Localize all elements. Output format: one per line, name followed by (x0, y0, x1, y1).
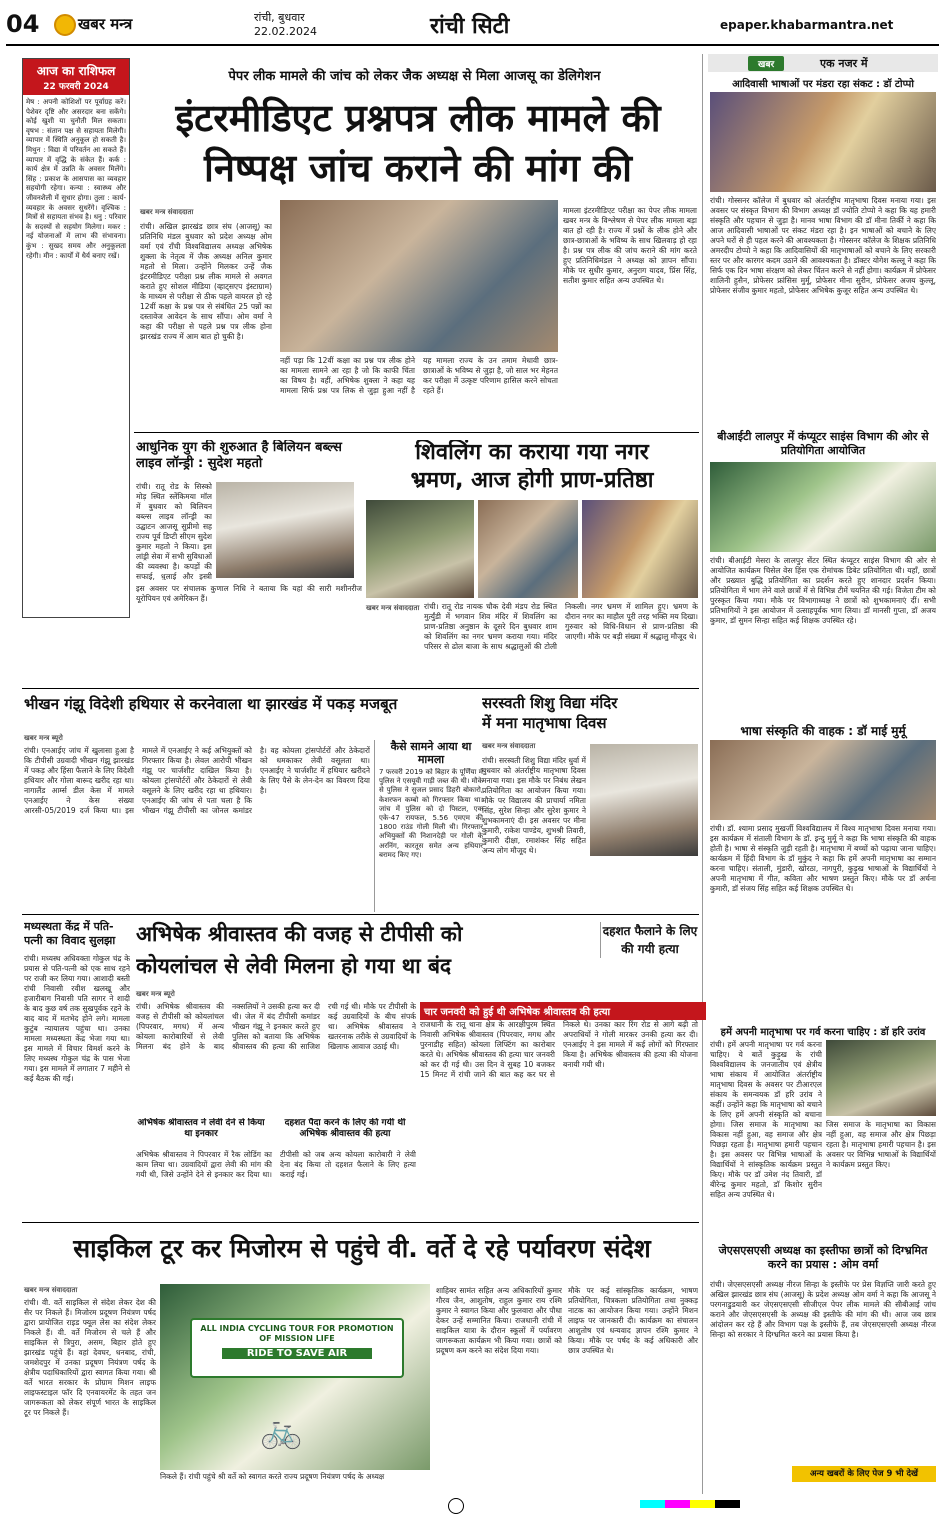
madhyastha-top-rule (22, 914, 699, 915)
abhishek-body: रांची। अभिषेक श्रीवास्तव की वजह से टीपीसी को कोयलांचल (पिपरवार, मगध) में अन्य कोयला कारोबारियों से लेवी मिलना बंद होने के बाद नक्सलियों ने उसकी हत्या कर दी थी। जेल में बंद टीपीसी कमांडर भीखन गंझू ने इनकार करते हुए पुलिस को बताया कि अभिषेक श्रीवास्तव की हत्या की साजिश रची गई थी। मौके पर टीपीसी के कई उग्रवादियों के बीच संपर्क था। अभिषेक श्रीवास्तव ने खतरनाक तरीके से उग्रवादियों के खिलाफ आवाज उठाई थी। (136, 1002, 416, 1051)
saraswati-headline-2: में मना मातृभाषा दिवस (482, 714, 607, 732)
abhishek-headline-2: कोयलांचल से लेवी मिलना हो गया था बंद (136, 954, 452, 978)
lead-bottom-rule (134, 432, 699, 433)
masthead-rule (6, 44, 939, 46)
page-number: 04 (6, 10, 40, 38)
bhikhan-box (374, 740, 483, 912)
laundry-headline: आधुनिक युग की शुरुआत है बिलियन बब्ल्स लाइव लॉन्ड्री : सुदेश महतो (136, 440, 342, 471)
cycle-body-3: मौके पर कई सांस्कृतिक कार्यक्रम, भाषण प्रतियोगिता, चित्रकला प्रतियोगिता तथा नुक्कड़ नाटक का आयोजन किया गया। उन्होंने मिशन लाइफ पर जानकारी दी। कार्यक्रम का संचालन आशुतोष एवं धन्यवाद ज्ञापन रश्मि कुमार ने किया। मौके पर पर्षद के कई अधिकारी और छात्र उपस्थित थे। (568, 1286, 698, 1355)
more-news-box[interactable] (792, 1466, 936, 1482)
bhikhan-box-body: 7 फरवरी 2019 को बिहार के पूर्णिया में पुलिस ने एसयूवी गाड़ी जब्त की थी। मौके से पुलिस ने सुजल प्रसाद डिहरी बोकारो, केशरफन कम्बो को गिरफ्तार किया था। जांच में पुलिस को दो पिस्टल, एक एके-47 रायफल, 5.56 एमएम की 1800 राउंड गोली मिली थी। गिरफ्तार अभियुक्तों की निशानदेही पर गोली के अरनिंग, कारतूस समेत अन्य हथियार बरामद किए गए। (379, 768, 483, 859)
bhasha-photo (710, 740, 936, 820)
jsu-body: रांची। जेएसएसएसी अध्यक्ष नीरज सिन्हा के इस्तीफे पर प्रेस विज्ञप्ति जारी करते हुए अखिल झारखंड छात्र संघ (आजसू) के प्रदेश अध्यक्ष ओम वर्मा ने कहा कि आजसू ने परगनाडुडयारी कर जेएसएसएसी सीजीएल पेपर लीक मामले की सीबीआई जांच कराने और जेएसएसएसी के अध्यक्ष की इस्तीफे की मांग की थी। आज जब छात्र आंदोलन कर रहे हैं और विभाग पक्ष के इस्तीफे हैं, तब जेएसएसएसी अध्यक्ष नीरज सिन्हा को सरकार ने दिग्भ्रमित करने का प्रयास किया है। (710, 1280, 936, 1339)
masthead (0, 0, 945, 46)
cycle-photo (160, 1284, 430, 1470)
bit-headline: बीआईटी लालपुर में कंप्यूटर साइंस विभाग की ओर से प्रतियोगिता आयोजित (717, 430, 929, 457)
rashifal-box (22, 58, 130, 618)
saraswati-body: रांची। सरस्वती शिशु विद्या मंदिर धुर्वा में बुधवार को अंतर्राष्ट्रीय मातृभाषा दिवस मनाया गया। इस मौके पर निबंध लेखन प्रतियोगिता का आयोजन किया गया। मौके पर विद्यालय की प्राचार्या नमिता सिंह, सुरेश सिन्हा और सुरेश कुमार ने शुभकामनाएं दी। इस अवसर पर मीना कुमारी, राकेश पाण्डेय, शुभश्री तिवारी, कुमारी दीक्षा, रमाशंकर सिंह सहित अन्य लोग मौजूद थे। (482, 756, 586, 855)
lead-photo (280, 200, 558, 352)
shivling-headline-1: शिवलिंग का कराया गया नगर (415, 440, 649, 465)
abhishek-sub1: अभिषेक श्रीवास्तव ने लेवी देने से किया था इनकार (137, 1118, 265, 1139)
garv-body-1: रांची। हमें अपनी मातृभाषा पर गर्व करना चाहिए। ये बातें कुड़ुख के रांची विश्वविद्यालय के जनजातीय एवं क्षेत्रीय भाषा संकाय में आयोजित अंतर्राष्ट्रीय मातृभाषा दिवस के अवसर पर टीआरएल संकाय के समन्वयक डॉ हरि उरांव ने कहीं। उन्होंने कहा कि मातृभाषा को बचाने के लिए हमें अपनी संस्कृति को बचाना होगा। जिस समाज के मातृभाषा का विकास नहीं हुआ, वह समाज और क्षेत्र पिछड़ा रहता है। मातृभाषा हमारी पहचान है। इस अवसर पर विभिन्न भाषाओं के विद्यार्थियों ने सांस्कृतिक कार्यक्रम प्रस्तुत किए। मौके पर डॉ उमेश नंद तिवारी, डॉ बीरेन्द्र कुमार महतो, डॉ किशोर सुरीन सहित अन्य उपस्थित थे। (710, 1040, 822, 1199)
cycle-body-1: रांची। वी. वर्ते साइकिल से संदेश लेकर देश की सैर पर निकले हैं। मिजोरम प्रदूषण नियंत्रण पर्षद द्वारा प्रायोजित राइड फ्यूल लेस का संदेश लेकर निकले हैं। वी. वर्ते मिजोरम से चले हैं और साइकिल से त्रिपुरा, असम, बिहार होते हुए झारखंड पहुंचे हैं। वहां देवघर, धनबाद, रांची, जमशेदपुर में उनका प्रदूषण नियंत्रण पर्षद के क्षेत्रीय पदाधिकारियों द्वारा स्वागत किया गया। श्री वर्ते भारत सरकार के प्रोग्राम मिशन लाइफ लाइफस्टाइल फॉर दि एनवायरमेंट के तहत जन जागरूकता को लेकर संपूर्ण भारत के साइकिल टूर पर निकले हैं। (24, 1298, 156, 1417)
shivling-byline: खबर मन्त्र संवाददाता (366, 604, 420, 612)
jsu-headline: जेएसएसएसी अध्यक्ष का इस्तीफा छात्रों को दिग्भ्रमित करने का प्रयास : ओम वर्मा (718, 1244, 928, 1271)
lead-body-3: मामला इंटरमीडिएट परीक्षा का पेपर लीक मामला खबर मन्त्र के विश्लेषण से पेपर लीक मामला बड़ा बात हो रही है। राज्य में प्रश्नों के लीक होने और छात्र-छात्राओं के भविष्य के साथ खिलवाड़ हो रहा है। प्रश्न पत्र लीक की जांच कराने की मांग करते हुए प्रतिनिधिमंडल ने अध्यक्ष को ज्ञापन सौंपा। मौके पर सुधीर कुमार, अनुराग यादव, प्रिंस सिंह, सतीश कुमार सहित अन्य उपस्थित थे। (563, 206, 697, 285)
cycle-top-rule (22, 1222, 699, 1223)
brand-logo-icon (54, 14, 76, 36)
garv-headline: हमें अपनी मातृभाषा पर गर्व करना चाहिए : डॉ हरि उरांव (720, 1027, 926, 1038)
cycle-headline: साइकिल टूर कर मिजोरम से पहुंचे वी. वर्ते दे रहे पर्यावरण संदेश (73, 1234, 651, 1263)
lead-body-1: रांची। अखिल झारखंड छात्र संघ (आजसू) का प्रतिनिधि मंडल बुधवार को प्रदेश अध्यक्ष ओम वर्मा एवं राँची विश्वविद्यालय अध्यक्ष अभिषेक शुक्ला के नेतृत्व में जैक अध्यक्ष अनिल कुमार महतो से मिला। उन्होंने मिलकर उन्हें जैक इंटरमीडिएट परीक्षा प्रश्न लीक मामले से अवगत कराते हुए सोशल मीडिया (व्हाट्सएप इंस्टाग्राम) के माध्यम से परीक्षा से ठीक पहले वायरल हो रहे 12वीं कक्षा के प्रश्न पत्र से संबंधित 25 पन्नों का दस्तावेज आवेदन के साथ सौंपा। ओम वर्मा ने कहा की परीक्षा से पहले प्रश्न पत्र लीक होना झारखंड राज्य में आम बात हो चुकी है। (140, 222, 272, 341)
website-url[interactable]: epaper.khabarmantra.net (720, 18, 894, 32)
madhyastha-body: रांची। मध्यस्थ अधिवक्ता गोकुल चंद्र के प्रयास से पति-पत्नी को एक साथ रहने पर राजी कर लिया गया। आशादी बस्ती रांची निवासी रवीश खलखू और हजारीबाग निवासी पति सागर ने शादी के बाद कुछ वर्ष तक सुखपूर्वक रहने के बाद बाद में मतभेद होने लगे। मामला कुटुंब न्यायालय पहुंचा था। उनका मामला मध्यस्थता केंद्र भेजा गया था। इस मामले में विचार विमर्श करने के लिए मध्यस्थ गोकुल चंद्र के पास भेजा गया। इस मामले में लगातार 7 महीने से कई बैठक की गई। (24, 954, 130, 1083)
nazar-photo (710, 92, 936, 192)
shivling-photo-3 (582, 500, 698, 598)
cycle-body-2: शाहिबर सामंत सहित अन्य अधिकारियों कुमार गौरव जैन, आशुतोष, राहुल कुमार राय रश्मि कुमार ने स्वागत किया और फुलवारा और पौधा देकर उन्हें सम्मानित किया। राजधानी रांची में साइकिल यात्रा के दौरान स्कूलों में पर्यावरण जागरूकता कार्यक्रम भी किया गया। छात्रों को प्रदूषण कम करने का संदेश दिया गया। (436, 1286, 562, 1355)
abhishek-band: चार जनवरी को हुई थी अभिषेक श्रीवास्तव की हत्या (420, 1002, 706, 1020)
abhishek-sub-body: अभिषेक श्रीवास्तव ने पिपरवार में रैक लोडिंग का काम लिया था। उग्रवादियों द्वारा लेवी की मांग की गयी थी, जिसे उन्होंने देने से इनकार कर दिया था। टीपीसी को जब अन्य कोयला कारोबारी ने लेवी देना बंद किया तो दहशत फैलाने के लिए हत्या कराई गई। (136, 1150, 416, 1179)
laundry-body: रांची। रातू रोड के सिस्को मोड़ स्थित स्लेंकिमया मॉल में बुधवार को बिलियन बब्ल्स लाइव लॉन्ड्री का उद्घाटन आजसू सुप्रीमो सह राज्य पूर्व डिप्टी सीएम सुदेश कुमार महतो ने किया। इस लांड्री सेवा में सभी सुविधाओं की व्यवस्था है। कपड़ों की सफाई, धुलाई और इस्त्री (136, 482, 212, 580)
dateline-place: रांची, बुधवार (254, 11, 305, 24)
shivling-body: रांची। रातू रोड नायक चौक देवी मंडप रोड स्थित मुर्त्युंडी में भगवान शिव मंदिर में शिवलिंग का प्राण-प्रतिष्ठा अनुष्ठान के दूसरे दिन बुधवार शाम को शिवलिंग का नगर भ्रमण कराया गया। मंदिर परिसर से ढोल बाजा के साथ श्रद्धालुओं की टोली निकली। नगर भ्रमण में शामिल हुए। भ्रमण के दौरान नगर का माहौल पूरी तरह भक्ति मय दिखा। गुरुवार को विधि-विधान से प्राण-प्रतिष्ठा की जाएगी। मौके पर बड़ी संख्या में श्रद्धालु मौजूद थे। (424, 602, 698, 651)
lead-body-2: नहीं पड़ा कि 12वीं कक्षा का प्रश्न पत्र लीक होने का मामला सामने आ रहा है जो कि काफी चिंता का विषय है। वहीं, अभिषेक शुक्ला ने कहा यह मामला सिर्फ प्रश्न पत्र लिक से जुड़ा हुआ नहीं है यह मामला राज्य के उन तमाम मेधावी छात्र-छात्राओं के भविष्य से जुड़ा है, जो साल भर मेहनत कर परीक्षा में उत्कृष्ट परिणाम हासिल करने सोचता रहते हैं। (280, 356, 558, 395)
bhikhan-box-title: कैसे सामने आया था मामला (390, 740, 472, 766)
laundry-body-continued: इस अवसर पर संचालक कुणाल निधि ने बताया कि यहां की सारी मशीनरीज यूरोपियन एवं अमेरिकन हैं। (136, 584, 362, 603)
bit-photo (710, 462, 936, 552)
dateline-date: 22.02.2024 (254, 25, 317, 38)
cycle-byline: खबर मन्त्र संवाददाता (24, 1286, 78, 1294)
cycle-banner-text: ALL INDIA CYCLING TOUR FOR PROMOTION OF MISSION LIFE (200, 1324, 394, 1343)
rashifal-title: आज का राशिफल (36, 64, 116, 78)
registration-mark-icon (448, 1498, 464, 1514)
right-column-rule (702, 54, 703, 1494)
lead-headline-1: इंटरमीडिएट प्रश्नपत्र लीक मामले की (175, 96, 661, 140)
nazar-headline: आदिवासी भाषाओं पर मंडरा रहा संकट : डॉ टोप्पो (732, 79, 914, 90)
lead-headline-2: निष्पक्ष जांच कराने की मांग की (204, 146, 632, 190)
bit-body: रांची। बीआईटी मेसरा के लालपुर सेंटर स्थित कंप्यूटर साइंस विभाग की ओर से आयोजित कार्यक्रम चिसेल वेस हिंस एक रोमांचक डिबेट प्रतियोगिता थी। यहाँ, छात्रों और प्रख्यात बुद्धि प्रतियोगिता का प्रदर्शन करते हुए शानदार प्रदर्शन किया। प्रतियोगिता में भाग लेने वाले छात्रों में से विभिन्न टीमें चयनित की गई। विजेता टीम को पुरस्कृत किया गया। मौके पर विभागाध्यक्ष ने छात्रों को शुभकामनाएं दीं। सभी प्रतिभागियों ने इस आयोजन में उत्साहपूर्वक भाग लिया। डॉ मानसी गुप्ता, डॉ अजय कुमार, डॉ सुमन सिन्हा सहित कई शिक्षक उपस्थित रहे। (710, 556, 936, 625)
bicycle-icon: 🚲 (260, 1411, 303, 1451)
section-title: रांची सिटी (430, 14, 510, 39)
garv-photo (826, 1040, 936, 1116)
bhasha-body: रांची। डॉ. श्यामा प्रसाद मुखर्जी विश्वविद्यालय में विश्व मातृभाषा दिवस मनाया गया। इस कार्यक्रम में संताली विभाग के डॉ. इन्दु मुर्मू ने कहा कि भाषा संस्कृति की वाहक होती है। भाषा से संस्कृति जुड़ी रहती है। मातृभाषा में बच्चों को पढ़ाया जाना चाहिए। कार्यक्रम में हिंदी विभाग के डॉ मुकुंद ने कहा कि हमें अपनी मातृभाषा का सम्मान करना चाहिए। संताली, मुंडारी, खोरठा, नागपुरी, कुड़ुख भाषाओं के विद्यार्थियों ने अपनी मातृभाषा में गीत, कविता और भाषण प्रस्तुत किए। मौके पर डॉ अर्चना कुमारी, डॉ संजय सिंह सहित कई शिक्षक उपस्थित थे। (710, 824, 936, 893)
shivling-photo-1 (366, 500, 474, 598)
bhikhan-body: रांची। एनआईए जांच में खुलासा हुआ है कि टीपीसी उग्रवादी भीखन गंझू झारखंड में पकड़ और हिंसा फैलाने के लिए विदेशी हथियार और गोला बारूद खरीद रहा था। नागालैंड आर्म्स डील केस में मामले एनआईए ने केस संख्या आरसी-05/2019 दर्ज किया था। इस मामले में एनआईए ने कई अभियुक्तों को गिरफ्तार किया है। लेवल आरोपी भीखन गंझू पर चार्जशीट दाखिल किया है। कोयला ट्रांसपोर्टरों और ठेकेदारों से लेवी वसूलने के लिए खरीद रहा था हथियार। एनआईए की जांच से पता चला है कि भीखन गंझू टीपीसी का जोनल कमांडर है। वह कोयला ट्रांसपोर्टरों और ठेकेदारों को धमकाकर लेवी वसूलता था। एनआईए ने चार्जशीट में हथियार खरीदने के लिए पैसे के लेन-देन का विवरण दिया है। (24, 746, 370, 815)
laundry-photo (216, 482, 354, 578)
cycle-photo-caption: निकले हैं। रांची पहुंचे श्री वर्ते को स्वागत करते राज्य प्रदूषण नियंत्रण पर्षद के अध्यक्ष (160, 1472, 385, 1481)
nazar-badge: खबर (748, 56, 784, 71)
garv-body-2: जिस समाज के मातृभाषा का विकास नहीं हुआ, वह समाज और क्षेत्र पिछड़ा रहता है। मातृभाषा हमारी पहचान है। इस अवसर पर विभिन्न भाषाओं के विद्यार्थियों ने कार्यक्रम प्रस्तुत किए। (826, 1120, 936, 1169)
abhishek-headline-1: अभिषेक श्रीवास्तव की वजह से टीपीसी को (136, 922, 463, 946)
cycle-banner-sub: RIDE TO SAVE AIR (222, 1348, 372, 1359)
bhikhan-top-rule (22, 688, 699, 689)
shivling-photo-2 (478, 500, 578, 598)
abhishek-band-body: राजधानी के रातू थाना क्षेत्र के आरक्षीपुरम स्थित निवासी अभिषेक श्रीवास्तव (पिपरवार, मगध और पुरनाडीह सहित) कोयला लिफ्टिंग का कारोबार करते थे। अभिषेक श्रीवास्तव की हत्या चार जनवरी को कर दी गई थी। उस दिन वे सुबह 10 बजकर 15 मिनट में रांची जाने की बात कह कर घर से निकले थे। उनका कार रिंग रोड से आगे बढ़ी तो अपराधियों ने गोली मारकर उनकी हत्या कर दी। एनआईए ने इस मामले में कई लोगों को गिरफ्तार किया है। अभिषेक श्रीवास्तव की हत्या की योजना बनायी गयी थी। (420, 1020, 698, 1079)
more-news-label: अन्य खबरों के लिए पेज 9 भी देखें (809, 1469, 919, 1479)
shivling-headline-2: भ्रमण, आज होगी प्राण-प्रतिष्ठा (410, 468, 654, 493)
lead-byline: खबर मन्त्र संवाददाता (140, 208, 194, 216)
nazar-label: एक नजर में (820, 57, 868, 70)
abhishek-side-headline: दहशत फैलाने के लिए की गयी हत्या (600, 922, 699, 958)
madhyastha-headline: मध्यस्थता केंद्र में पति-पत्नी का विवाद सुलझा (24, 920, 116, 947)
bhikhan-byline: खबर मन्त्र ब्यूरो (24, 734, 63, 742)
rashifal-header (23, 59, 129, 95)
nazar-body: रांची। गोस्सनर कॉलेज में बुधवार को अंतर्राष्ट्रीय मातृभाषा दिवस मनाया गया। इस अवसर पर संस्कृत विभाग की विभाग अध्यक्ष डॉ ज्योति टोप्पो ने कहा कि यह हमारी संस्कृति और पहचान से जुड़ा है। मानव भाषा विभाग की डॉ मीना तिर्की ने कहा कि आज आदिवासी भाषाओं पर संकट मंडरा रहा है। इन भाषाओं को बचाने के लिए अपने घरों से ही पहल करने की आवश्यकता है। गोस्सनर कॉलेज के शिक्षक प्रतिनिधि अमरदीप टोप्पो ने कहा कि आदिवासियों की मातृभाषाओं को बचाने के लिए सरकारी स्तर पर और कारगर कदम उठाने की आवश्यकता है। डॉक्टर योगेश कल्लू ने कहा कि सिर्फ एक दिन भाषा संरक्षण को लेकर चिंतन करने से नहीं होगा। कार्यक्रम में प्रोफेसर शालिनी हुसैन, प्रोफेसर फ्रांसिस मुर्मू, प्रोफेसर मीना सुरीन, प्रोफेसर अजय कुल्लू, प्रोफेसर संजीव कुमार महतो, प्रोफेसर अभिषेक कुजूर सहित अन्य उपस्थित थे। (710, 196, 936, 295)
saraswati-photo (590, 744, 698, 856)
cycle-banner (190, 1318, 404, 1378)
rashifal-date: 22 फरवरी 2024 (43, 82, 109, 92)
saraswati-byline: खबर मन्त्र संवाददाता (482, 742, 536, 750)
bhasha-headline: भाषा संस्कृति की वाहक : डॉ माई मुर्मू (740, 724, 906, 738)
brand-name: खबर मन्त्र (78, 15, 133, 33)
abhishek-sub2: दहशत पैदा करने के लिए की गयी थी अभिषेक श्रीवास्तव की हत्या (284, 1118, 406, 1139)
abhishek-byline: खबर मन्त्र ब्यूरो (136, 990, 175, 998)
bhikhan-headline: भीखन गंझू विदेशी हथियार से करनेवाला था झारखंड में पकड़ मजबूत (24, 695, 398, 713)
lead-kicker: पेपर लीक मामले की जांच को लेकर जैक अध्यक्ष से मिला आजसू का डेलिगेशन (228, 69, 601, 84)
saraswati-headline-1: सरस्वती शिशु विद्या मंदिर (482, 694, 618, 712)
rashifal-body: मेष : अपनी कोशिशों पर पूर्वाग्रह करें। पेशेवर दृष्टि और असरदार बना सकेंगे। कोई खुशी या चुनौती मिल सकता। वृषभ : संतान पक्ष से सहायता मिलेगी। व्यापार में स्थिति अनुकूल हो सकती है। मिथुन : विद्या में परिवर्तन आ सकते हैं। व्यापार में वृद्धि के संकेत हैं। कर्क : कार्य क्षेत्र में उन्नति के अवसर मिलेंगे। सिंह : प्रकाश के आसपास का व्यवहार सहयोगी रहेगा। कन्या : स्वास्थ्य और जीवनशैली में सुधार होगा। तुला : कार्य-व्यवहार के अवसर सुधरेंगे। वृश्चिक : मित्रों से सहायता संभव है। धनु : परिवार के सदस्यों से सहयोग मिलेगा। मकर : नई योजनाओं में लाभ की संभावना। कुंभ : सुखद समय और अनुकूलता रहेगी। मीन : कार्यों में धैर्य बनाए रखें। (26, 98, 126, 260)
color-bar-icon (640, 1500, 740, 1508)
nazar-tab (708, 54, 938, 72)
